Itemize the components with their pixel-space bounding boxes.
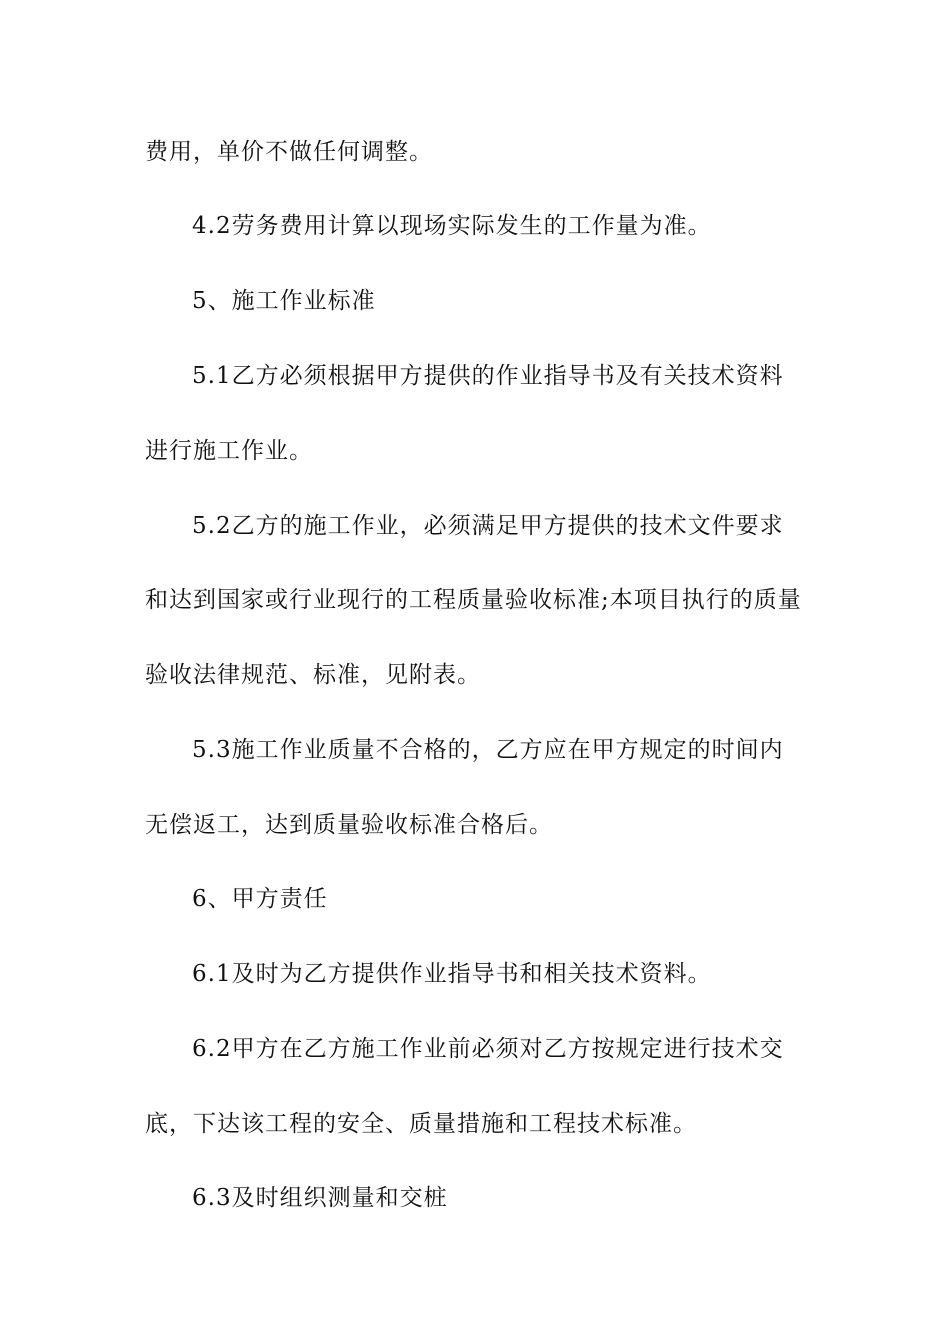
paragraph-line-6: 5.2乙方的施工作业，必须满足甲方提供的技术文件要求: [192, 513, 784, 539]
paragraph-line-5: 进行施工作业。: [145, 438, 313, 464]
paragraph-line-4: 5.1乙方必须根据甲方提供的作业指导书及有关技术资料: [192, 363, 784, 389]
paragraph-line-15: 6.3及时组织测量和交桩: [192, 1185, 448, 1211]
paragraph-line-10: 无偿返工，达到质量验收标准合格后。: [145, 812, 553, 838]
paragraph-line-2: 4.2劳务费用计算以现场实际发生的工作量为准。: [192, 213, 712, 239]
section-heading-5: 5、施工作业标准: [192, 288, 376, 314]
paragraph-line-12: 6.1及时为乙方提供作业指导书和相关技术资料。: [192, 961, 712, 987]
paragraph-line-14: 底，下达该工程的安全、质量措施和工程技术标准。: [145, 1111, 697, 1137]
section-heading-6: 6、甲方责任: [192, 886, 328, 912]
paragraph-line-8: 验收法律规范、标准，见附表。: [145, 662, 481, 688]
paragraph-line-9: 5.3施工作业质量不合格的，乙方应在甲方规定的时间内: [192, 737, 784, 763]
paragraph-line-1: 费用，单价不做任何调整。: [145, 139, 433, 165]
paragraph-line-13: 6.2甲方在乙方施工作业前必须对乙方按规定进行技术交: [192, 1036, 784, 1062]
paragraph-line-7: 和达到国家或行业现行的工程质量验收标准;本项目执行的质量: [145, 587, 802, 613]
